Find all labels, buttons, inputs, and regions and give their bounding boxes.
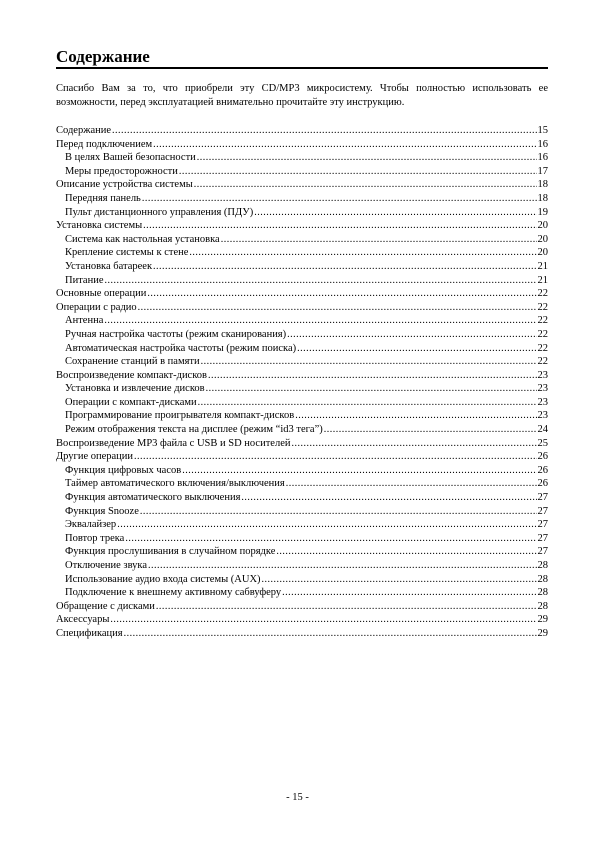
toc-entry	[56, 369, 548, 383]
toc-leader-dots	[286, 477, 537, 491]
toc-entry-page: 29	[537, 627, 548, 639]
toc-entry-page: 27	[537, 505, 548, 517]
toc-entry-label: Воспроизведение компакт-дисков	[56, 369, 207, 381]
toc-entry	[56, 600, 548, 614]
toc-leader-dots	[147, 287, 536, 301]
toc-leader-dots	[117, 518, 536, 532]
toc-leader-dots	[291, 437, 536, 451]
toc-leader-dots	[140, 505, 537, 519]
toc-entry-page: 28	[537, 573, 548, 585]
toc-entry	[56, 382, 548, 396]
toc-entry-page: 15	[537, 125, 548, 136]
toc-entry	[56, 192, 548, 206]
toc-entry-label: Операции с компакт-дисками	[65, 396, 197, 408]
toc-entry	[56, 627, 548, 641]
toc-entry-label: Подключение к внешнему активному сабвуферу	[65, 587, 282, 599]
intro-paragraph: Спасибо Вам за то, что приобрели эту CD/MP3 микросистему. Чтобы полностью использовать ее возможности, перед эксплуатацией внимательно прочитайте эту инструкцию.	[56, 83, 548, 108]
toc-leader-dots	[206, 382, 537, 396]
toc-entry	[56, 355, 548, 369]
toc-entry	[56, 260, 548, 274]
toc-entry	[56, 301, 548, 315]
toc-entry-page: 27	[537, 532, 548, 544]
toc-entry-page: 27	[537, 519, 548, 531]
toc-leader-dots	[156, 600, 537, 614]
toc-entry	[56, 586, 548, 600]
toc-entry-label: Воспроизведение MP3 файла с USB и SD носителей	[56, 437, 291, 449]
toc-entry-page: 16	[537, 152, 548, 164]
toc-leader-dots	[287, 328, 536, 342]
page-title: Содержание	[56, 47, 150, 66]
toc-entry-label: Крепление системы к стене	[65, 247, 189, 259]
toc-entry-label: Таймер автоматического включения/выключения	[65, 478, 285, 490]
toc-entry-page: 20	[537, 220, 548, 232]
toc-leader-dots	[297, 342, 536, 356]
toc-entry-page: 22	[537, 288, 548, 300]
toc-entry-label: Меры предосторожности	[65, 165, 178, 177]
toc-entry-page: 22	[537, 315, 548, 327]
toc-entry-page: 19	[537, 206, 548, 218]
toc-entry-page: 21	[537, 274, 548, 286]
toc-entry-label: Автоматическая настройка частоты (режим поиска)	[65, 342, 297, 354]
page-number: - 15 -	[286, 792, 309, 803]
toc-entry-label: Пульт дистанционного управления (ПДУ)	[65, 206, 254, 218]
toc-leader-dots	[125, 532, 536, 546]
toc-entry-page: 26	[537, 451, 548, 463]
toc-entry-page: 22	[537, 356, 548, 368]
toc-entry-label: Установка батареек	[65, 260, 153, 272]
toc-entry	[56, 206, 548, 220]
toc-entry	[56, 559, 548, 573]
toc-entry-label: Функция автоматического выключения	[65, 492, 241, 504]
toc-leader-dots	[197, 151, 537, 165]
toc-entry-label: Операции с радио	[56, 301, 137, 313]
toc-entry	[56, 178, 548, 192]
toc-leader-dots	[276, 545, 536, 559]
toc-entry-page: 18	[537, 179, 548, 191]
toc-leader-dots	[254, 206, 536, 220]
toc-leader-dots	[194, 178, 537, 192]
toc-entry	[56, 124, 548, 138]
toc-entry-page: 20	[537, 233, 548, 245]
toc-leader-dots	[295, 409, 536, 423]
toc-entry-label: Отключение звука	[65, 560, 148, 571]
toc-entry-page: 23	[537, 410, 548, 422]
toc-entry	[56, 342, 548, 356]
toc-leader-dots	[153, 260, 536, 274]
toc-entry-page: 23	[537, 383, 548, 395]
toc-entry-page: 28	[537, 587, 548, 599]
toc-leader-dots	[189, 246, 536, 260]
toc-entry-label: Установка и извлечение дисков	[65, 383, 205, 395]
toc-entry	[56, 450, 548, 464]
toc-leader-dots	[153, 138, 536, 152]
toc-entry	[56, 328, 548, 342]
toc-entry-label: Режим отображения текста на дисплее (режим “id3 тега”)	[65, 424, 323, 436]
toc-entry-page: 23	[537, 369, 548, 381]
toc-leader-dots	[262, 573, 537, 587]
toc-entry-label: Передняя панель	[65, 192, 141, 204]
toc-entry	[56, 219, 548, 233]
toc-entry-label: Питание	[65, 274, 104, 286]
toc-entry	[56, 165, 548, 179]
toc-entry-label: Повтор трека	[65, 532, 125, 544]
toc-entry-page: 28	[537, 600, 548, 612]
toc-entry	[56, 532, 548, 546]
toc-entry	[56, 477, 548, 491]
toc-entry-label: В целях Вашей безопасности	[65, 152, 196, 164]
toc-entry-label: Другие операции	[56, 451, 134, 463]
toc-entry-page: 24	[537, 424, 548, 436]
toc-entry-label: Ручная настройка частоты (режим сканирования)	[65, 328, 287, 340]
toc-entry-label: Программирование проигрывателя компакт-дисков	[65, 410, 295, 422]
toc-entry-page: 29	[537, 614, 548, 626]
toc-entry-label: Использование аудио входа системы (AUX)	[65, 573, 261, 585]
toc-entry	[56, 233, 548, 247]
toc-entry-page: 27	[537, 492, 548, 504]
toc-entry-label: Обращение с дисками	[56, 600, 155, 612]
toc-entry-label: Содержание	[56, 125, 112, 136]
toc-leader-dots	[104, 314, 536, 328]
toc-entry-page: 20	[537, 247, 548, 259]
toc-leader-dots	[198, 396, 537, 410]
toc-entry-label: Функция цифровых часов	[65, 464, 182, 476]
table-of-contents	[56, 124, 548, 641]
toc-entry-page: 18	[537, 192, 548, 204]
toc-entry-page: 23	[537, 396, 548, 408]
toc-entry-page: 27	[537, 546, 548, 558]
toc-leader-dots	[282, 586, 536, 600]
toc-entry-page: 26	[537, 478, 548, 490]
toc-leader-dots	[104, 274, 536, 288]
toc-leader-dots	[324, 423, 537, 437]
title-rule	[56, 67, 548, 69]
toc-entry-label: Аксессуары	[56, 614, 110, 626]
toc-entry-label: Основные операции	[56, 288, 147, 300]
toc-entry	[56, 423, 548, 437]
toc-entry-label: Антенна	[65, 315, 104, 327]
toc-leader-dots	[112, 124, 536, 138]
toc-leader-dots	[138, 301, 537, 315]
toc-entry-label: Система как настольная установка	[65, 233, 220, 245]
toc-entry	[56, 246, 548, 260]
toc-entry	[56, 287, 548, 301]
toc-entry-page: 22	[537, 328, 548, 340]
toc-entry	[56, 396, 548, 410]
toc-entry-label: Перед подключением	[56, 138, 153, 150]
toc-entry-page: 26	[537, 464, 548, 476]
toc-leader-dots	[134, 450, 536, 464]
toc-entry-label: Описание устройства системы	[56, 179, 193, 191]
toc-entry	[56, 491, 548, 505]
toc-entry-label: Установка системы	[56, 220, 143, 232]
toc-leader-dots	[143, 219, 536, 233]
toc-entry	[56, 573, 548, 587]
toc-leader-dots	[142, 192, 537, 206]
toc-entry-label: Сохранение станций в памяти	[65, 356, 200, 368]
toc-entry	[56, 464, 548, 478]
toc-entry	[56, 409, 548, 423]
toc-entry-page: 25	[537, 437, 548, 449]
toc-leader-dots	[124, 627, 537, 641]
toc-leader-dots	[179, 165, 537, 179]
toc-leader-dots	[148, 559, 536, 573]
toc-entry	[56, 518, 548, 532]
toc-entry-label: Спецификация	[56, 627, 123, 639]
toc-entry-page: 16	[537, 138, 548, 150]
toc-entry-label: Функция Snooze	[65, 505, 139, 517]
toc-leader-dots	[208, 369, 537, 383]
toc-entry-page: 22	[537, 342, 548, 354]
toc-entry-page: 21	[537, 260, 548, 272]
toc-entry	[56, 437, 548, 451]
toc-entry	[56, 274, 548, 288]
toc-leader-dots	[182, 464, 536, 478]
toc-entry-label: Функция прослушивания в случайном порядке	[65, 546, 276, 558]
toc-entry	[56, 613, 548, 627]
toc-entry	[56, 545, 548, 559]
toc-leader-dots	[201, 355, 537, 369]
toc-entry-page: 22	[537, 301, 548, 313]
toc-entry-page: 28	[537, 560, 548, 571]
toc-leader-dots	[110, 613, 536, 627]
toc-entry	[56, 151, 548, 165]
toc-entry-page: 17	[537, 165, 548, 177]
toc-entry	[56, 505, 548, 519]
toc-entry-label: Эквалайзер	[65, 519, 117, 531]
toc-entry	[56, 138, 548, 152]
toc-leader-dots	[221, 233, 537, 247]
toc-leader-dots	[241, 491, 536, 505]
toc-entry	[56, 314, 548, 328]
